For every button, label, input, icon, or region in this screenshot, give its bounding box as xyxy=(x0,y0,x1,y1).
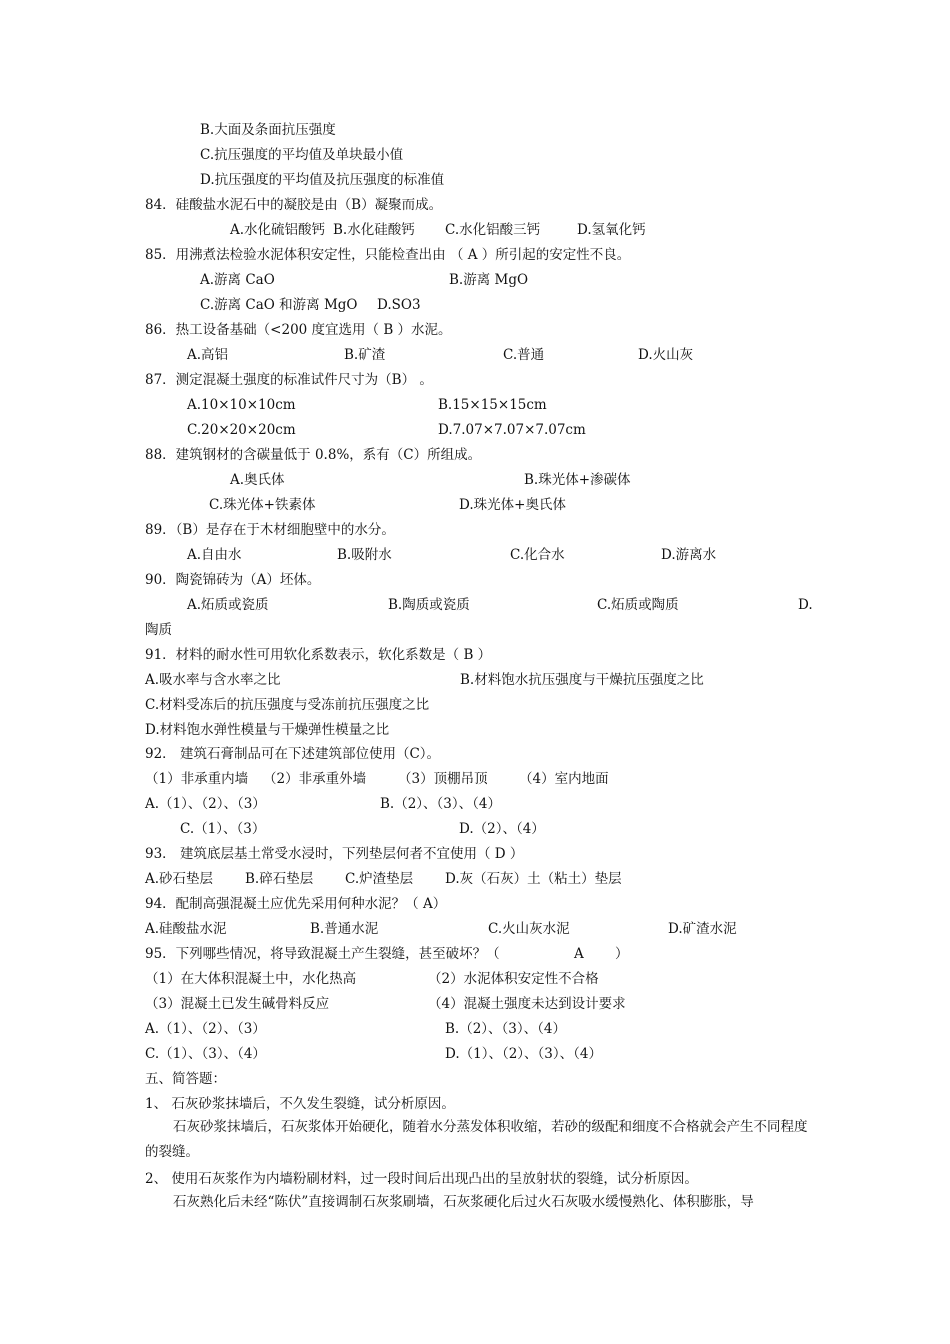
item-4: （4）混凝土强度未达到设计要求 xyxy=(428,996,626,1012)
option-d: D. xyxy=(798,597,813,613)
question-90: 90．陶瓷锦砖为（A）坯体。 xyxy=(145,572,321,588)
section-heading: 五、简答题： xyxy=(145,1071,226,1087)
item-1: （1）在大体积混凝土中，水化热高 xyxy=(145,971,357,987)
question-89: 89．（B）是存在于木材细胞壁中的水分。 xyxy=(145,522,395,538)
option-c: C.材料受冻后的抗压强度与受冻前抗压强度之比 xyxy=(145,697,430,713)
option-a: A.自由水 xyxy=(187,547,242,563)
option-c: C.20×20×20cm xyxy=(187,422,296,438)
option-b: B.游离 MgO xyxy=(449,272,529,288)
answer: A xyxy=(574,946,584,962)
option-a: A.游离 CaO xyxy=(200,272,275,288)
option-b: B.15×15×15cm xyxy=(438,397,547,413)
option-b: B.珠光体+渗碳体 xyxy=(524,472,631,488)
option-d: D.7.07×7.07×7.07cm xyxy=(438,422,586,438)
short-question-1: 1、 石灰砂浆抹墙后，不久发生裂缝，试分析原因。 xyxy=(145,1096,455,1112)
option-a: A.高铝 xyxy=(187,347,229,363)
option-c: C.游离 CaO 和游离 MgO xyxy=(200,297,358,313)
option-b: B.陶质或瓷质 xyxy=(388,597,470,613)
option-line: B.大面及条面抗压强度 xyxy=(200,122,336,138)
option-d: D.（2）、（4） xyxy=(459,821,545,837)
option-a: A.吸水率与含水率之比 xyxy=(145,672,281,688)
option-c: C.炉渣垫层 xyxy=(345,871,414,887)
question-87: 87．测定混凝土强度的标准试件尺寸为（B） 。 xyxy=(145,372,433,388)
short-question-2: 2、 使用石灰浆作为内墙粉刷材料，过一段时间后出现凸出的呈放射状的裂缝，试分析原因。 xyxy=(145,1171,698,1187)
option-b: B.水化硅酸钙 xyxy=(333,222,415,238)
item-3: （3）混凝土已发生碱骨料反应 xyxy=(145,996,330,1012)
item-3: （3）顶棚吊顶 xyxy=(398,771,488,787)
option-line: C.抗压强度的平均值及单块最小值 xyxy=(200,147,404,163)
option-c: C.珠光体+铁素体 xyxy=(209,497,316,513)
option-d: D.SO3 xyxy=(377,297,421,313)
option-a: A.奥氏体 xyxy=(230,472,285,488)
option-b: B.（2）、（3）、（4） xyxy=(445,1021,566,1037)
question-94: 94．配制高强混凝土应优先采用何种水泥？（ A） xyxy=(145,896,447,912)
item-2: （2）非承重外墙 xyxy=(263,771,367,787)
option-d: D.灰（石灰）土（粘土）垫层 xyxy=(445,871,622,887)
option-a: A.水化硫铝酸钙 xyxy=(230,222,326,238)
option-c: C.化合水 xyxy=(510,547,565,563)
option-d: D.游离水 xyxy=(661,547,717,563)
option-c: C.普通 xyxy=(503,347,545,363)
item-1: （1）非承重内墙 xyxy=(145,771,249,787)
option-b: B.碎石垫层 xyxy=(245,871,314,887)
option-a: A.（1）、（2）、（3） xyxy=(145,1021,266,1037)
option-d: D.珠光体+奥氏体 xyxy=(459,497,566,513)
option-a: A.炻质或瓷质 xyxy=(187,597,269,613)
option-b: B.材料饱水抗压强度与干燥抗压强度之比 xyxy=(460,672,704,688)
question-85: 85．用沸煮法检验水泥体积安定性，只能检查出由 （ A ）所引起的安定性不良。 xyxy=(145,247,631,263)
option-d: D.火山灰 xyxy=(638,347,694,363)
option-b: B.矿渣 xyxy=(344,347,386,363)
option-a: A.砂石垫层 xyxy=(145,871,214,887)
question-95: 95．下列哪些情况，将导致混凝土产生裂缝，甚至破坏？（ xyxy=(145,946,500,962)
question-88: 88．建筑钢材的含碳量低于 0.8%，系有（C）所组成。 xyxy=(145,447,482,463)
option-line: D.抗压强度的平均值及抗压强度的标准值 xyxy=(200,172,445,188)
short-answer-1: 石灰砂浆抹墙后，石灰浆体开始硬化，随着水分蒸发体积收缩，若砂的级配和细度不合格就会产生不同程度的裂缝。 xyxy=(145,1119,808,1160)
option-d: D.氢氧化钙 xyxy=(577,222,646,238)
option-d: D.材料饱水弹性模量与干燥弹性模量之比 xyxy=(145,722,390,738)
option-d: D.（1）、（2）、（3）、（4） xyxy=(445,1046,602,1062)
option-d-continued: 陶质 xyxy=(145,622,172,638)
option-a: A.硅酸盐水泥 xyxy=(145,921,227,937)
option-c: C.水化铝酸三钙 xyxy=(445,222,541,238)
option-c: C.（1）、（3） xyxy=(180,821,266,837)
option-c: C.火山灰水泥 xyxy=(488,921,570,937)
question-93: 93． 建筑底层基土常受水浸时，下列垫层何者不宜使用（ D ） xyxy=(145,846,524,862)
option-b: B.普通水泥 xyxy=(310,921,379,937)
option-c: C.（1）、（3）、（4） xyxy=(145,1046,266,1062)
question-92: 92． 建筑石膏制品可在下述建筑部位使用（C）。 xyxy=(145,746,441,762)
option-a: A.（1）、（2）、（3） xyxy=(145,796,266,812)
item-4: （4）室内地面 xyxy=(519,771,609,787)
option-b: B.（2）、（3）、（4） xyxy=(380,796,501,812)
question-91: 91．材料的耐水性可用软化系数表示，软化系数是（ B ） xyxy=(145,647,492,663)
item-2: （2）水泥体积安定性不合格 xyxy=(428,971,599,987)
option-a: A.10×10×10cm xyxy=(187,397,296,413)
answer-close: ） xyxy=(615,946,629,962)
option-b: B.吸附水 xyxy=(337,547,392,563)
question-84: 84．硅酸盐水泥石中的凝胶是由（B）凝聚而成。 xyxy=(145,197,443,213)
option-d: D.矿渣水泥 xyxy=(668,921,737,937)
short-answer-2: 石灰熟化后未经“陈伏”直接调制石灰浆刷墙，石灰浆硬化后过火石灰吸水缓慢熟化、体积膨胀，导 xyxy=(173,1194,754,1210)
question-86: 86．热工设备基础（<200 度宜选用（ B ）水泥。 xyxy=(145,322,452,338)
option-c: C.炻质或陶质 xyxy=(597,597,679,613)
